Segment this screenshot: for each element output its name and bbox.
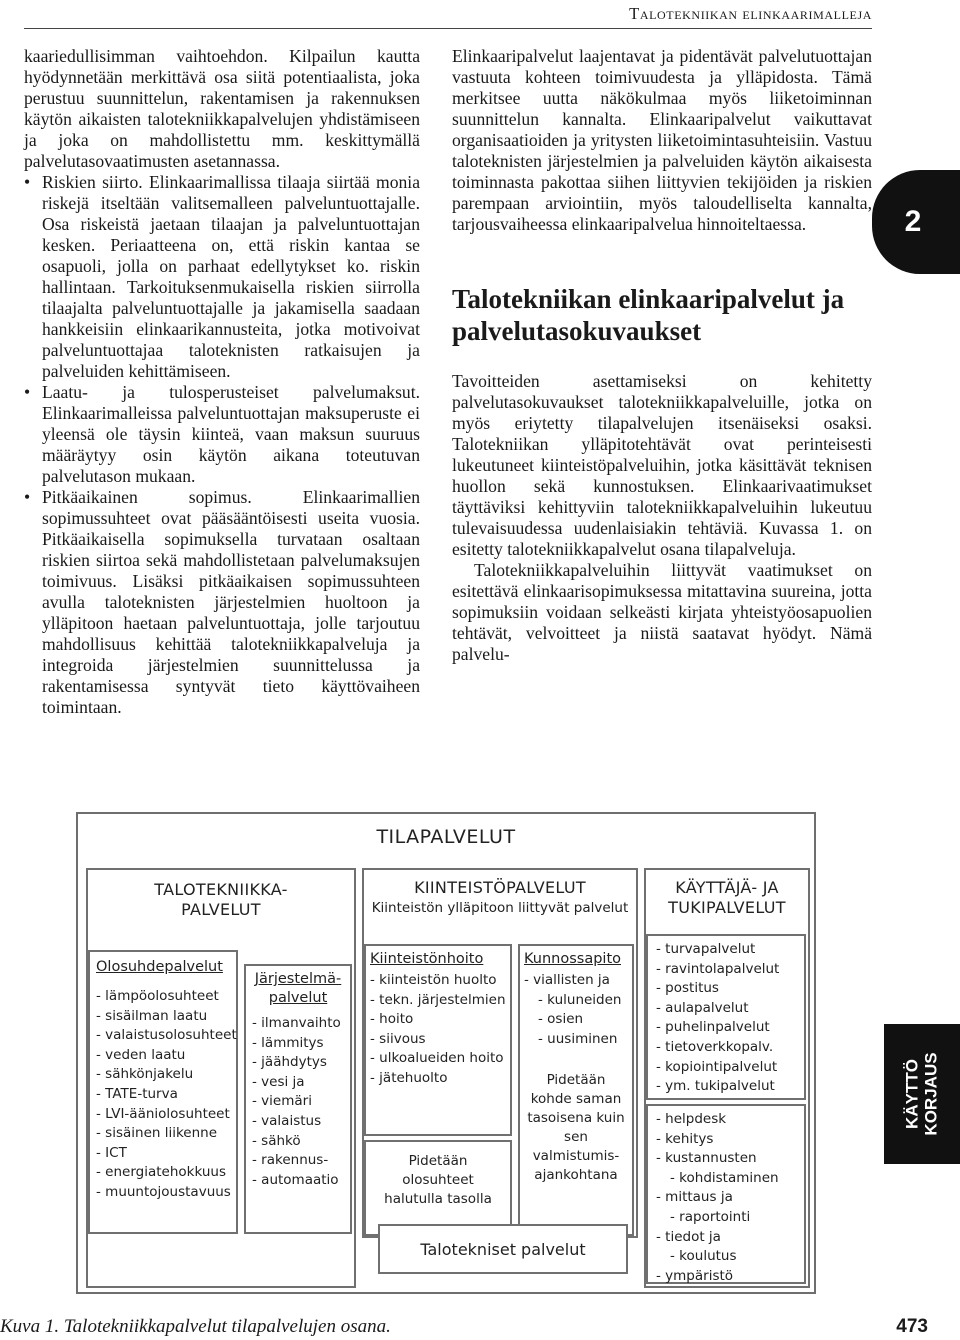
side-tab-line-1: KÄYTTÖ [903, 1059, 922, 1129]
olosuhdepalvelut-list [96, 987, 236, 1203]
talotekniset-palvelut-label: Talotekniset palvelut [420, 1239, 586, 1259]
list-item: - kohdistaminen [656, 1169, 804, 1189]
list-item: - tiedot ja [656, 1228, 804, 1248]
list-item: - jätehuolto [370, 1069, 510, 1089]
bullet-pitkaaikainen: • Pitkäaikainen sopimus. Elinkaarimallien sopimussuhteet ovat pääsääntöisesti useita vuosia. Pitkäaikaisella sopimuksella turvataan osaltaan riskien siirtoa sekä mahdollistetaan palvelumaksujen toimivuus. Lisäksi pitkäaikaisen sopimussuhteen avulla taloteknisten järjestelmien huoltoon ja ylläpitoon haetaan palveluntuottaja, jolle tarjoutuu mahdollisuus kehittää talotekniikkapalveluja ja integroida järjestelmien suunnittelussa ja rakentamisessa syntyvät tieto käyttövaiheen toimintaan. [24, 487, 420, 718]
kiinteistonhoito-box [364, 944, 512, 1136]
kiinteisto-subtitle: Kiinteistön ylläpitoon liittyvät palvelut [371, 900, 629, 916]
list-item: - energiatehokkuus [96, 1163, 236, 1183]
jarjestelmapalvelut-box [244, 964, 352, 1234]
list-item: - sisäilman laatu [96, 1007, 236, 1027]
figure-title: TILAPALVELUT [376, 826, 516, 848]
talotekniset-palvelut-box [378, 1224, 628, 1274]
side-tab-kaytto-korjaus [884, 1024, 960, 1164]
list-item: - TATE-turva [96, 1085, 236, 1105]
jarjestelmapalvelut-list [252, 1014, 350, 1190]
list-item: - viemäri [252, 1092, 350, 1112]
kiinteistonhoito-title: Kiinteistönhoito [370, 951, 484, 967]
right-column [452, 46, 872, 665]
list-item: - valaistusolosuhteet [96, 1026, 236, 1046]
list-item: - puhelinpalvelut [656, 1018, 804, 1038]
kayttaja-title-2: TUKIPALVELUT [668, 898, 786, 917]
olosuhdepalvelut-title: Olosuhdepalvelut [96, 959, 223, 975]
talotekniikka-title-1: TALOTEKNIIKKA- [154, 880, 288, 899]
left-column [24, 46, 420, 718]
list-item: - helpdesk [656, 1110, 804, 1130]
chapter-number: 2 [904, 205, 922, 238]
list-item: - tekn. järjestelmien [370, 991, 510, 1011]
list-item: - ravintolapalvelut [656, 960, 804, 980]
list-item: - automaatio [252, 1171, 350, 1191]
running-header: Talotekniikan elinkaarimalleja [629, 4, 872, 23]
chapter-tab [872, 170, 960, 274]
list-item: - lämmitys [252, 1034, 350, 1054]
jarjestelma-title-2: palvelut [268, 990, 328, 1006]
kayttaja-list-1 [656, 940, 804, 1097]
list-item: - kustannusten [656, 1149, 804, 1169]
list-item: - tietoverkkopalv. [656, 1038, 804, 1058]
page-number: 473 [896, 1316, 928, 1337]
list-item: - lämpöolosuhteet [96, 987, 236, 1007]
kiinteistonhoito-note: Pidetään olosuhteet halutulla tasolla [384, 1153, 492, 1207]
list-item: - muuntojoustavuus [96, 1183, 236, 1203]
kayttaja-list2-box [646, 1104, 806, 1284]
list-item: - ympäristö [656, 1267, 804, 1287]
list-item: - sisäinen liikenne [96, 1124, 236, 1144]
olosuhdepalvelut-box [88, 950, 238, 1234]
talotekniikka-title-2: PALVELUT [181, 900, 261, 919]
list-item: - turvapalvelut [656, 940, 804, 960]
list-item: - ilmanvaihto [252, 1014, 350, 1034]
list-item: - LVI-ääniolosuhteet [96, 1105, 236, 1125]
list-item: - postitus [656, 979, 804, 999]
jarjestelma-title-1: Järjestelmä- [254, 971, 342, 987]
list-item: - uusiminen [524, 1030, 628, 1050]
list-item: - mittaus ja [656, 1188, 804, 1208]
list-item: - koulutus [656, 1247, 804, 1267]
list-item: - kehitys [656, 1130, 804, 1150]
kunnossapito-list [524, 971, 628, 1049]
section-heading: Talotekniikan elinkaaripalvelut ja palvelutasokuvaukset [452, 284, 845, 346]
list-item: - jäähdytys [252, 1053, 350, 1073]
kayttaja-list1-box [646, 934, 806, 1100]
list-item: - sähkönjakelu [96, 1065, 236, 1085]
kayttaja-list-2 [656, 1110, 804, 1286]
kiinteisto-title: KIINTEISTÖPALVELUT [414, 878, 586, 897]
kiinteistonhoito-list [370, 971, 510, 1089]
list-item: - raportointi [656, 1208, 804, 1228]
kunnossapito-note: Pidetään kohde saman tasoisena kuin sen valmistumis-ajankohtana [527, 1072, 625, 1184]
list-item: - hoito [370, 1010, 510, 1030]
list-item: - kuluneiden [524, 991, 628, 1011]
bullet-riskien-siirto: • Riskien siirto. Elinkaarimallissa tilaaja siirtää monia riskejä itseltään valitsemalleen palveluntuottajalle. Osa riskeistä jaetaan tilaajan ja palveluntuottajan kesken. Periaatteena on, että riskin kantaa se osapuoli, jolla on parhaat edellytykset ko. riskin hallintaan. Tarkoituksenmukaisella riskien siirrolla tilaajalta palveluntuottajalle ja jakamisella saadaan hankkeisiin elinkaarikannusteita, jotka motivoivat palveluntuottajaa taloteknisten ratkaisujen ja palveluiden kehittämiseen. [24, 172, 420, 382]
list-item: - sähkö [252, 1132, 350, 1152]
right-paragraph-1: Elinkaaripalvelut laajentavat ja pidentävät palvelutuottajan vastuuta kohteen toimivuudesta ja ylläpidosta. Tämä merkitsee uutta näkökulmaa myös liiketoiminnan suunnittelun kannalta. Elinkaaripalvelut vaikuttavat organisaatioiden ja yritysten liiketoimintasuhteisiin. Vastuu taloteknisten järjestelmien ja palveluiden käytön aikaisesta toiminnasta pakottaa siihen liittyvien tekijöiden ja riskien parempaan arviointiin, myös taloudelliselta kannalta, tarjousvaiheessa elinkaaripalvelua hinnoiteltaessa. [452, 46, 872, 234]
list-item: - ym. tukipalvelut [656, 1077, 804, 1097]
list-item: - rakennus- [252, 1151, 350, 1171]
side-tab-line-2: KORJAUS [922, 1052, 941, 1136]
header-rule [24, 28, 872, 29]
right-paragraph-3: Talotekniikkapalveluihin liittyvät vaatimukset on esitettävä elinkaarisopimuksessa mitattavina suureina, jotta sopimuksiin voidaan selkeästi kirjata yhteistyöosapuolien tehtävät, velvoitteet ja niistä saatavat hyödyt. Nämä palvelu- [452, 560, 872, 664]
kunnossapito-box [518, 944, 634, 1236]
list-item: - viallisten ja [524, 971, 628, 991]
list-item: - kiinteistön huolto [370, 971, 510, 991]
left-paragraph-0: kaariedullisimman vaihtoehdon. Kilpailun kautta hyödynnetään merkittävä osa siitä potentiaalista, joka perustuu suunnittelun, rakentamisen ja rakennuksen käytön aikaisten talotekniikkapalvelujen yhdistämiseen ja joka on mahdollistettu mm. keskittymällä palvelutasovaatimusten asetannassa. [24, 46, 420, 171]
figure-tilapalvelut [76, 812, 816, 1294]
right-paragraph-2: Tavoitteiden asettamiseksi on kehitetty palvelutasokuvaukset talotekniikkapalveluille, jotka on myös eriytetty tilapalvelujen itsenäiseksi osaksi. Talotekniikan ylläpitotehtävät ovat perinteisesti lukeutuneet kiinteistöpalveluihin, jotka käsittävät teknisen huollon sekä kunnostuksen. Elinkaarivaatimukset täyttäviksi kehittyviin talotekniikkapalveluihin lukeutuu tulevaisuudessa uudenlaisiakin tehtäviä. Kuvassa 1. on esitetty talotekniikkapalvelut osana tilapalveluja. [452, 371, 872, 559]
bullet-laatu: • Laatu- ja tulosperusteiset palvelumaksut. Elinkaarimalleissa palveluntuottajan maksuperuste ei yleensä ole täysin kiinteä, vaan maksun suuruus määräytyy osin käytön aikana toteutuvan palvelutason mukaan. [24, 382, 420, 487]
list-item: - vesi ja [252, 1073, 350, 1093]
figure-caption: Kuva 1. Talotekniikkapalvelut tilapalvelujen osana. [0, 1316, 391, 1337]
list-item: - ulkoalueiden hoito [370, 1049, 510, 1069]
kiinteistonhoito-note-box [364, 1140, 512, 1236]
kunnossapito-title: Kunnossapito [524, 951, 622, 967]
list-item: - veden laatu [96, 1046, 236, 1066]
list-item: - osien [524, 1010, 628, 1030]
list-item: - ICT [96, 1144, 236, 1164]
kayttaja-title-1: KÄYTTÄJÄ- JA [675, 878, 779, 897]
list-item: - kopiointipalvelut [656, 1058, 804, 1078]
list-item: - aulapalvelut [656, 999, 804, 1019]
list-item: - siivous [370, 1030, 510, 1050]
list-item: - valaistus [252, 1112, 350, 1132]
